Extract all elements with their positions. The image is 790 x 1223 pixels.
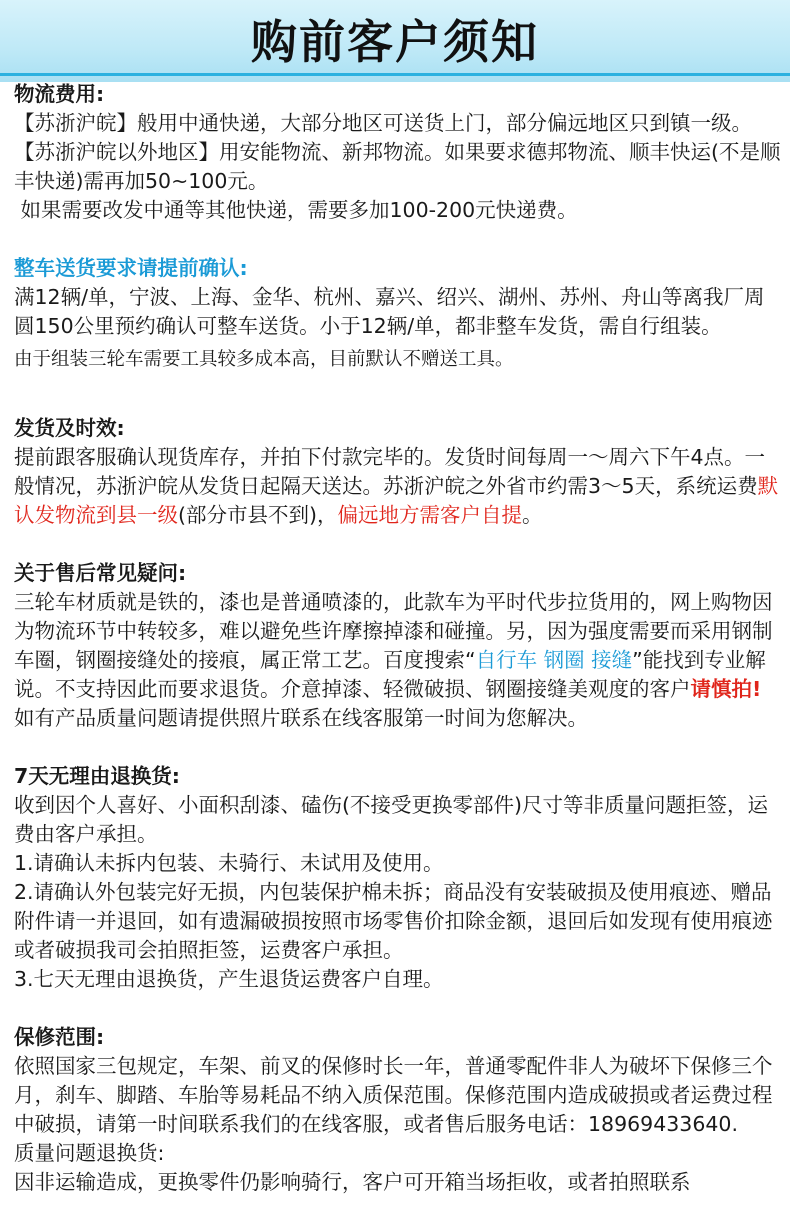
logistics-heading: 物流费用: [14,82,105,106]
whole-car-heading: 整车送货要求请提前确认: [14,256,248,280]
notice-content [14,80,782,1197]
after-sales-line-2: 如有产品质量问题请提供照片联系在线客服第一时间为您解决。 [14,706,588,730]
whole-car-section [14,254,782,374]
return-policy-section [14,762,782,994]
after-sales-caution: 请慎拍! [690,677,762,701]
logistics-line-2: 【苏浙沪皖以外地区】用安能物流、新邦物流。如果要求德邦物流、顺丰快运(不是顺丰快递)需再加50~100元。 [14,140,781,193]
after-sales-search-keywords: 自行车 钢圈 接缝 [475,648,633,672]
shipping-text-c: 。 [522,503,543,527]
shipping-text-a: 提前跟客服确认现货库存，并拍下付款完毕的。发货时间每周一～周六下午4点。一般情况，苏浙沪皖从发货日起隔天送达。苏浙沪皖之外省市约需3～5天，系统运费 [14,445,766,498]
title-banner [0,0,790,82]
after-sales-text-b: ”能找到专业解说。不支持因此而要求退货。介意掉漆、轻微破损、钢圈接缝美观度的客户 [14,648,766,701]
warranty-line-2: 质量问题退换货: [14,1141,165,1165]
after-sales-text-a: 三轮车材质就是铁的，漆也是普通喷漆的，此款车为平时代步拉货用的，网上购物因为物流环节中转较多，难以避免些许摩擦掉漆和碰撞。另，因为强度需要而采用钢制车圈，钢圈接缝处的接痕，属正常工艺。百度搜索“ [14,590,773,672]
spacer [14,733,782,762]
shipping-heading: 发货及时效: [14,416,125,440]
page-title: 购前客户须知 [251,15,539,69]
return-policy-line-1: 收到因个人喜好、小面积刮漆、磕伤(不接受更换零部件)尺寸等非质量问题拒签，运费由客户承担。 [14,793,768,846]
warranty-section [14,1023,782,1197]
after-sales-section [14,559,782,733]
whole-car-line-1: 满12辆/单，宁波、上海、金华、杭州、嘉兴、绍兴、湖州、苏州、舟山等离我厂周圆150公里预约确认可整车送货。小于12辆/单，都非整车发货，需自行组装。 [14,285,765,338]
spacer [14,374,782,414]
warranty-heading: 保修范围: [14,1025,105,1049]
warranty-line-1: 依照国家三包规定，车架、前叉的保修时长一年，普通零配件非人为破坏下保修三个月，刹车、脚踏、车胎等易耗品不纳入质保范围。保修范围内造成破损或者运费过程中破损，请第一时间联系我们的在线客服，或者售后服务电话：18969433640. [14,1054,773,1136]
shipping-section [14,414,782,530]
shipping-highlight-pickup: 偏远地方需客户自提 [337,503,522,527]
banner-underline [0,73,790,76]
after-sales-heading: 关于售后常见疑问: [14,561,187,585]
logistics-section [14,80,782,225]
logistics-line-3: 如果需要改发中通等其他快递，需要多加100-200元快递费。 [14,198,578,222]
shipping-text [14,443,782,530]
spacer [14,530,782,559]
return-policy-line-4: 3.七天无理由退换货，产生退货运费客户自理。 [14,967,444,991]
logistics-line-1: 【苏浙沪皖】般用中通快递，大部分地区可送货上门，部分偏远地区只到镇一级。 [14,111,752,135]
return-policy-line-2: 1.请确认未拆内包装、未骑行、未试用及使用。 [14,851,444,875]
whole-car-line-2: 由于组装三轮车需要工具较多成本高，目前默认不赠送工具。 [14,349,514,370]
shipping-text-b: (部分市县不到)， [178,503,338,527]
return-policy-heading: 7天无理由退换货: [14,764,180,788]
spacer [14,994,782,1023]
shipping-highlight-county: 默认发物流到县一级 [14,474,779,527]
after-sales-text [14,588,782,704]
return-policy-line-3: 2.请确认外包装完好无损，内包装保护棉未拆；商品没有安装破损及使用痕迹、赠品 附件请一并退回，如有遗漏破损按照市场零售价扣除金额，退回后如发现有使用痕迹 或者破损我司会拍照拒签，运费客户承担。 [14,880,773,962]
warranty-line-3: 因非运输造成，更换零件仍影响骑行，客户可开箱当场拒收，或者拍照联系 [14,1170,691,1194]
spacer [14,225,782,254]
